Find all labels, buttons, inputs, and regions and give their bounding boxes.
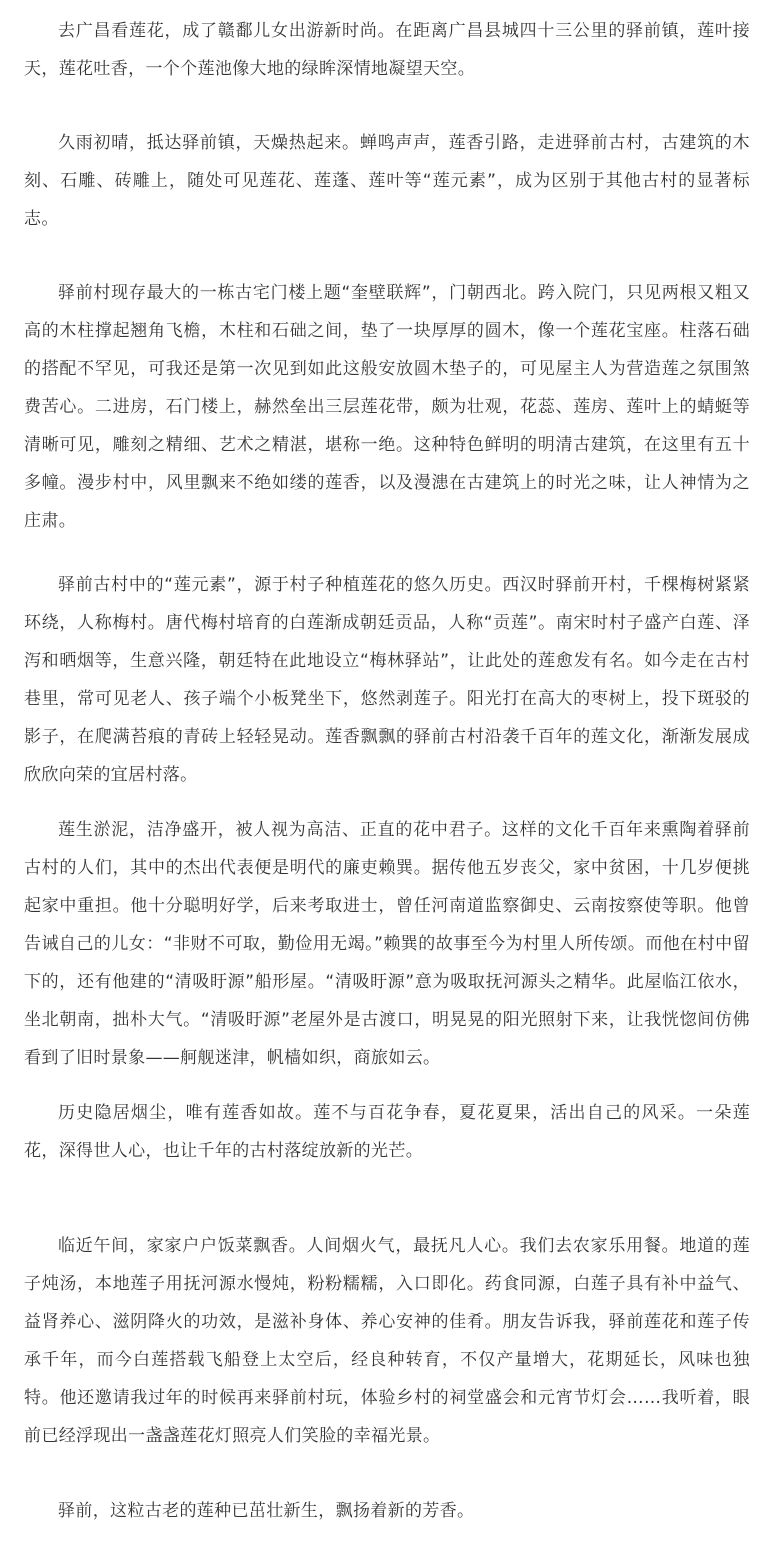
- paragraph-1: 去广昌看莲花，成了赣鄱儿女出游新时尚。在距离广昌县城四十三公里的驿前镇，莲叶接天，莲花吐香，一个个莲池像大地的绿眸深情地凝望天空。: [24, 21, 750, 79]
- paragraph-6: 历史隐居烟尘，唯有莲香如故。莲不与百花争春，夏花夏果，活出自己的风采。一朵莲花，深得世人心，也让千年的古村落绽放新的光芒。: [24, 1103, 750, 1161]
- paragraph-5: 莲生淤泥，洁净盛开，被人视为高洁、正直的花中君子。这样的文化千百年来熏陶着驿前古村的人们，其中的杰出代表便是明代的廉吏赖巽。据传他五岁丧父，家中贫困，十几岁便挑起家中重担。他十分聪明好学，后来考取进士，曾任河南道监察御史、云南按察使等职。他曾告诫自己的儿女：“非财不可取，勤俭用无竭。”赖巽的故事至今为村里人所传颂。而他在村中留下的，还有他建的“清吸盱源”船形屋。“清吸盱源”意为吸取抚河源头之精华。此屋临江依水，坐北朝南，拙朴大气。“清吸盱源”老屋外是古渡口，明晃晃的阳光照射下来，让我恍惚间仿佛看到了旧时景象——舸舰迷津，帆樯如织，商旅如云。: [24, 820, 750, 1068]
- paragraph-8: 驿前，这粒古老的莲种已茁壮新生，飘扬着新的芳香。: [58, 1501, 475, 1521]
- paragraph-3: 驿前村现存最大的一栋古宅门楼上题“奎壁联辉”，门朝西北。跨入院门，只见两根又粗又高的木柱撑起翘角飞檐，木柱和石础之间，垫了一块厚厚的圆木，像一个莲花宝座。柱落石础的搭配不罕见，可我还是第一次见到如此这般安放圆木垫子的，可见屋主人为营造莲之氛围煞费苦心。二进房，石门楼上，赫然垒出三层莲花带，颇为壮观，花蕊、莲房、莲叶上的蜻蜓等清晰可见，雕刻之精细、艺术之精湛，堪称一绝。这种特色鲜明的明清古建筑，在这里有五十多幢。漫步村中，风里飘来不绝如缕的莲香，以及漫漶在古建筑上的时光之味，让人神情为之庄肃。: [24, 283, 750, 531]
- paragraph-4: 驿前古村中的“莲元素”，源于村子种植莲花的悠久历史。西汉时驿前开村，千棵梅树紧紧环绕，人称梅村。唐代梅村培育的白莲渐成朝廷贡品，人称“贡莲”。南宋时村子盛产白莲、泽泻和晒烟等，生意兴隆，朝廷特在此地设立“梅林驿站”，让此处的莲愈发有名。如今走在古村巷里，常可见老人、孩子端个小板凳坐下，悠然剥莲子。阳光打在高大的枣树上，投下斑驳的影子，在爬满苔痕的青砖上轻轻晃动。莲香飘飘的驿前古村沿袭千百年的莲文化，渐渐发展成欣欣向荣的宜居村落。: [24, 575, 750, 785]
- paragraph-7: 临近午间，家家户户饭菜飘香。人间烟火气，最抚凡人心。我们去农家乐用餐。地道的莲子炖汤，本地莲子用抚河源水慢炖，粉粉糯糯，入口即化。药食同源，白莲子具有补中益气、益肾养心、滋阴降火的功效，是滋补身体、养心安神的佳肴。朋友告诉我，驿前莲花和莲子传承千年，而今白莲搭载飞船登上太空后，经良种转育，不仅产量增大，花期延长，风味也独特。他还邀请我过年的时候再来驿前村玩，体验乡村的祠堂盛会和元宵节灯会……我听着，眼前已经浮现出一盏盏莲花灯照亮人们笑脸的幸福光景。: [24, 1236, 750, 1446]
- paragraph-2: 久雨初晴，抵达驿前镇，天燥热起来。蝉鸣声声，莲香引路，走进驿前古村，古建筑的木刻、石雕、砖雕上，随处可见莲花、莲蓬、莲叶等“莲元素”，成为区别于其他古村的显著标志。: [24, 133, 750, 229]
